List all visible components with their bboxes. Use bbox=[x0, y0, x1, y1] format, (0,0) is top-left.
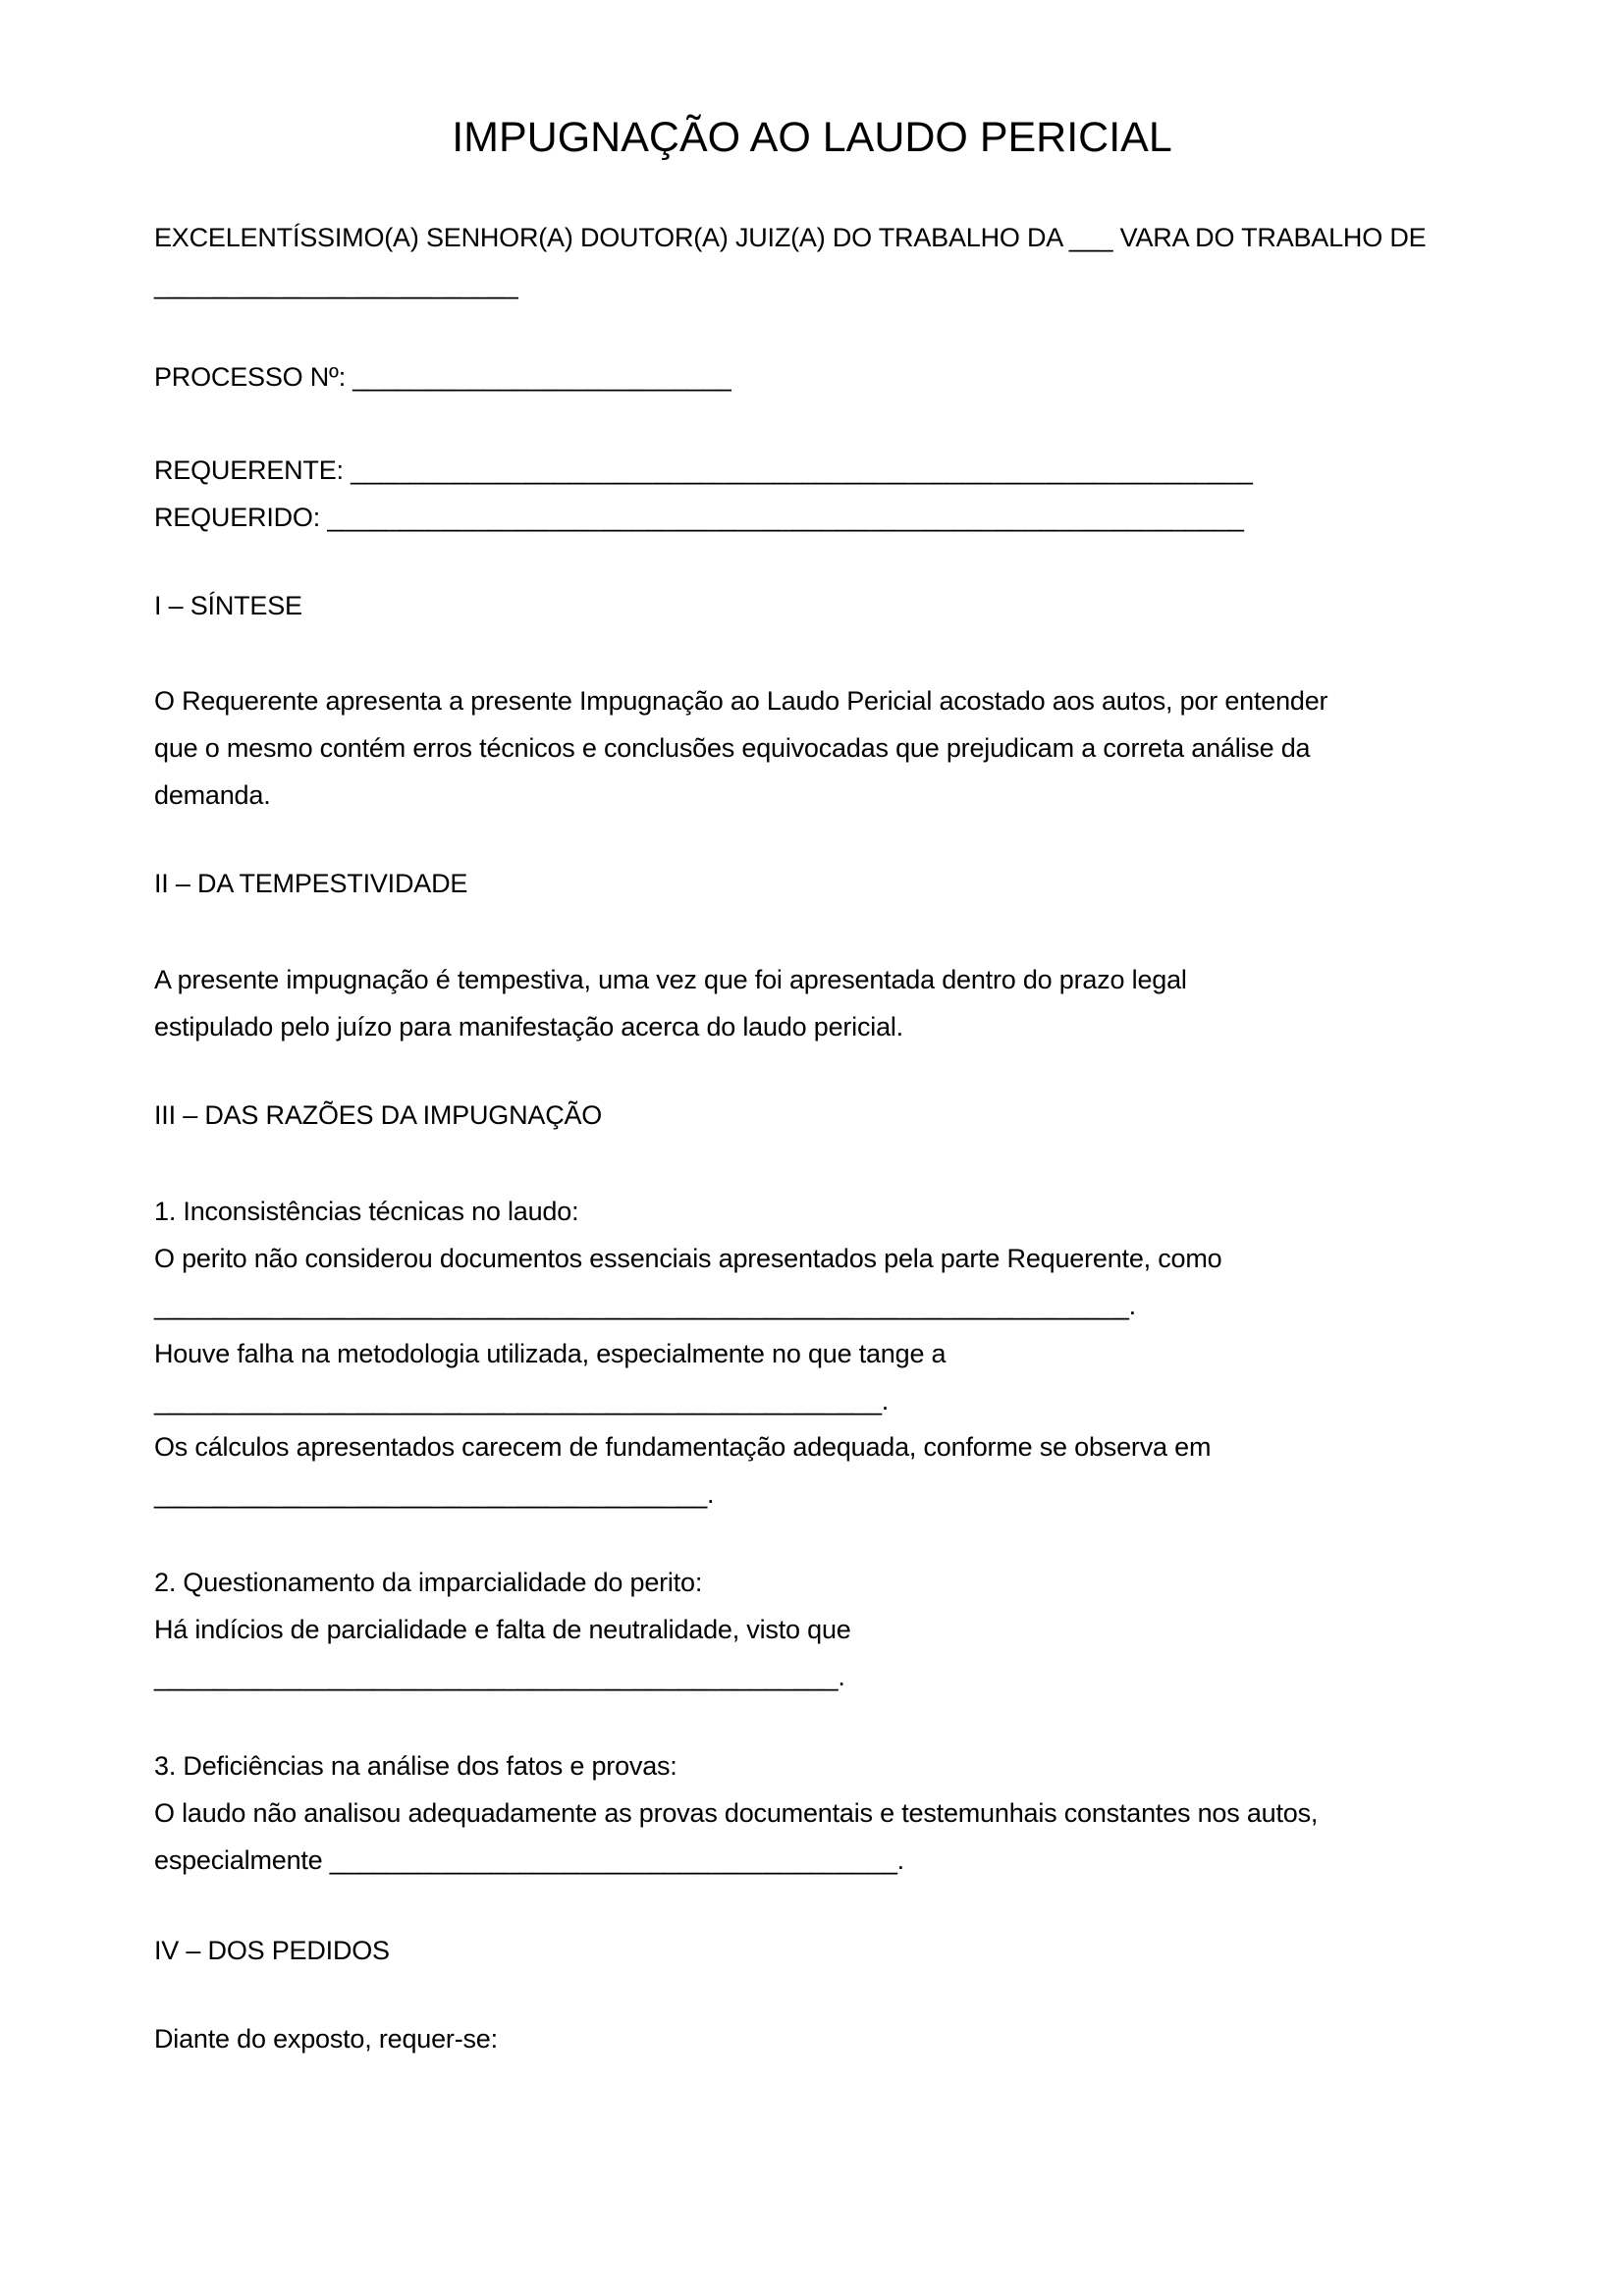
section-i-heading: I – SÍNTESE bbox=[154, 591, 302, 620]
reason-1-blank-line-2: __________________________________________________. bbox=[154, 1386, 890, 1415]
reason-1-text-line: O perito não considerou documentos essenciais apresentados pela parte Requerente, como bbox=[154, 1244, 1222, 1273]
reason-2-blank-line: _______________________________________________. bbox=[154, 1662, 845, 1691]
sintese-paragraph-line-3: demanda. bbox=[154, 780, 271, 810]
pedidos-intro-line: Diante do exposto, requer-se: bbox=[154, 2024, 498, 2054]
tempestividade-line-1: A presente impugnação é tempestiva, uma vez que foi apresentada dentro do prazo legal bbox=[154, 965, 1187, 994]
section-iii-heading: III – DAS RAZÕES DA IMPUGNAÇÃO bbox=[154, 1100, 603, 1130]
addressee-heading-line: EXCELENTÍSSIMO(A) SENHOR(A) DOUTOR(A) JUIZ(A) DO TRABALHO DA ___ VARA DO TRABALHO DE bbox=[154, 223, 1427, 252]
requerido-line: REQUERIDO: _______________________________________________________________ bbox=[154, 503, 1244, 532]
reason-1-heading: 1. Inconsistências técnicas no laudo: bbox=[154, 1197, 579, 1226]
reason-3-heading: 3. Deficiências na análise dos fatos e provas: bbox=[154, 1751, 677, 1781]
reason-2-text-line: Há indícios de parcialidade e falta de neutralidade, visto que bbox=[154, 1615, 851, 1644]
tempestividade-line-2: estipulado pelo juízo para manifestação acerca do laudo pericial. bbox=[154, 1012, 903, 1041]
requerente-line: REQUERENTE: ______________________________________________________________ bbox=[154, 455, 1253, 485]
reason-1-text-line-2: Houve falha na metodologia utilizada, especialmente no que tange a bbox=[154, 1339, 947, 1368]
section-ii-heading: II – DA TEMPESTIVIDADE bbox=[154, 869, 468, 898]
reason-2-heading: 2. Questionamento da imparcialidade do perito: bbox=[154, 1568, 703, 1597]
reason-1-blank-line-3: ______________________________________. bbox=[154, 1479, 715, 1509]
document-title: IMPUGNAÇÃO AO LAUDO PERICIAL bbox=[452, 114, 1172, 161]
reason-1-blank-line: ___________________________________________________________________. bbox=[154, 1291, 1136, 1320]
process-number-line: PROCESSO Nº: __________________________ bbox=[154, 362, 731, 392]
section-iv-heading: IV – DOS PEDIDOS bbox=[154, 1936, 390, 1965]
sintese-paragraph-line-2: que o mesmo contém erros técnicos e conclusões equivocadas que prejudicam a correta análise da bbox=[154, 733, 1311, 763]
reason-3-text-line: O laudo não analisou adequadamente as provas documentais e testemunhais constantes nos autos, bbox=[154, 1798, 1319, 1828]
reason-3-text-line-2: especialmente _______________________________________. bbox=[154, 1845, 904, 1875]
reason-1-text-line-3: Os cálculos apresentados carecem de fundamentação adequada, conforme se observa em bbox=[154, 1432, 1212, 1462]
addressee-blank-line: _________________________ bbox=[154, 270, 518, 299]
sintese-paragraph-line-1: O Requerente apresenta a presente Impugnação ao Laudo Pericial acostado aos autos, por entender bbox=[154, 686, 1328, 716]
